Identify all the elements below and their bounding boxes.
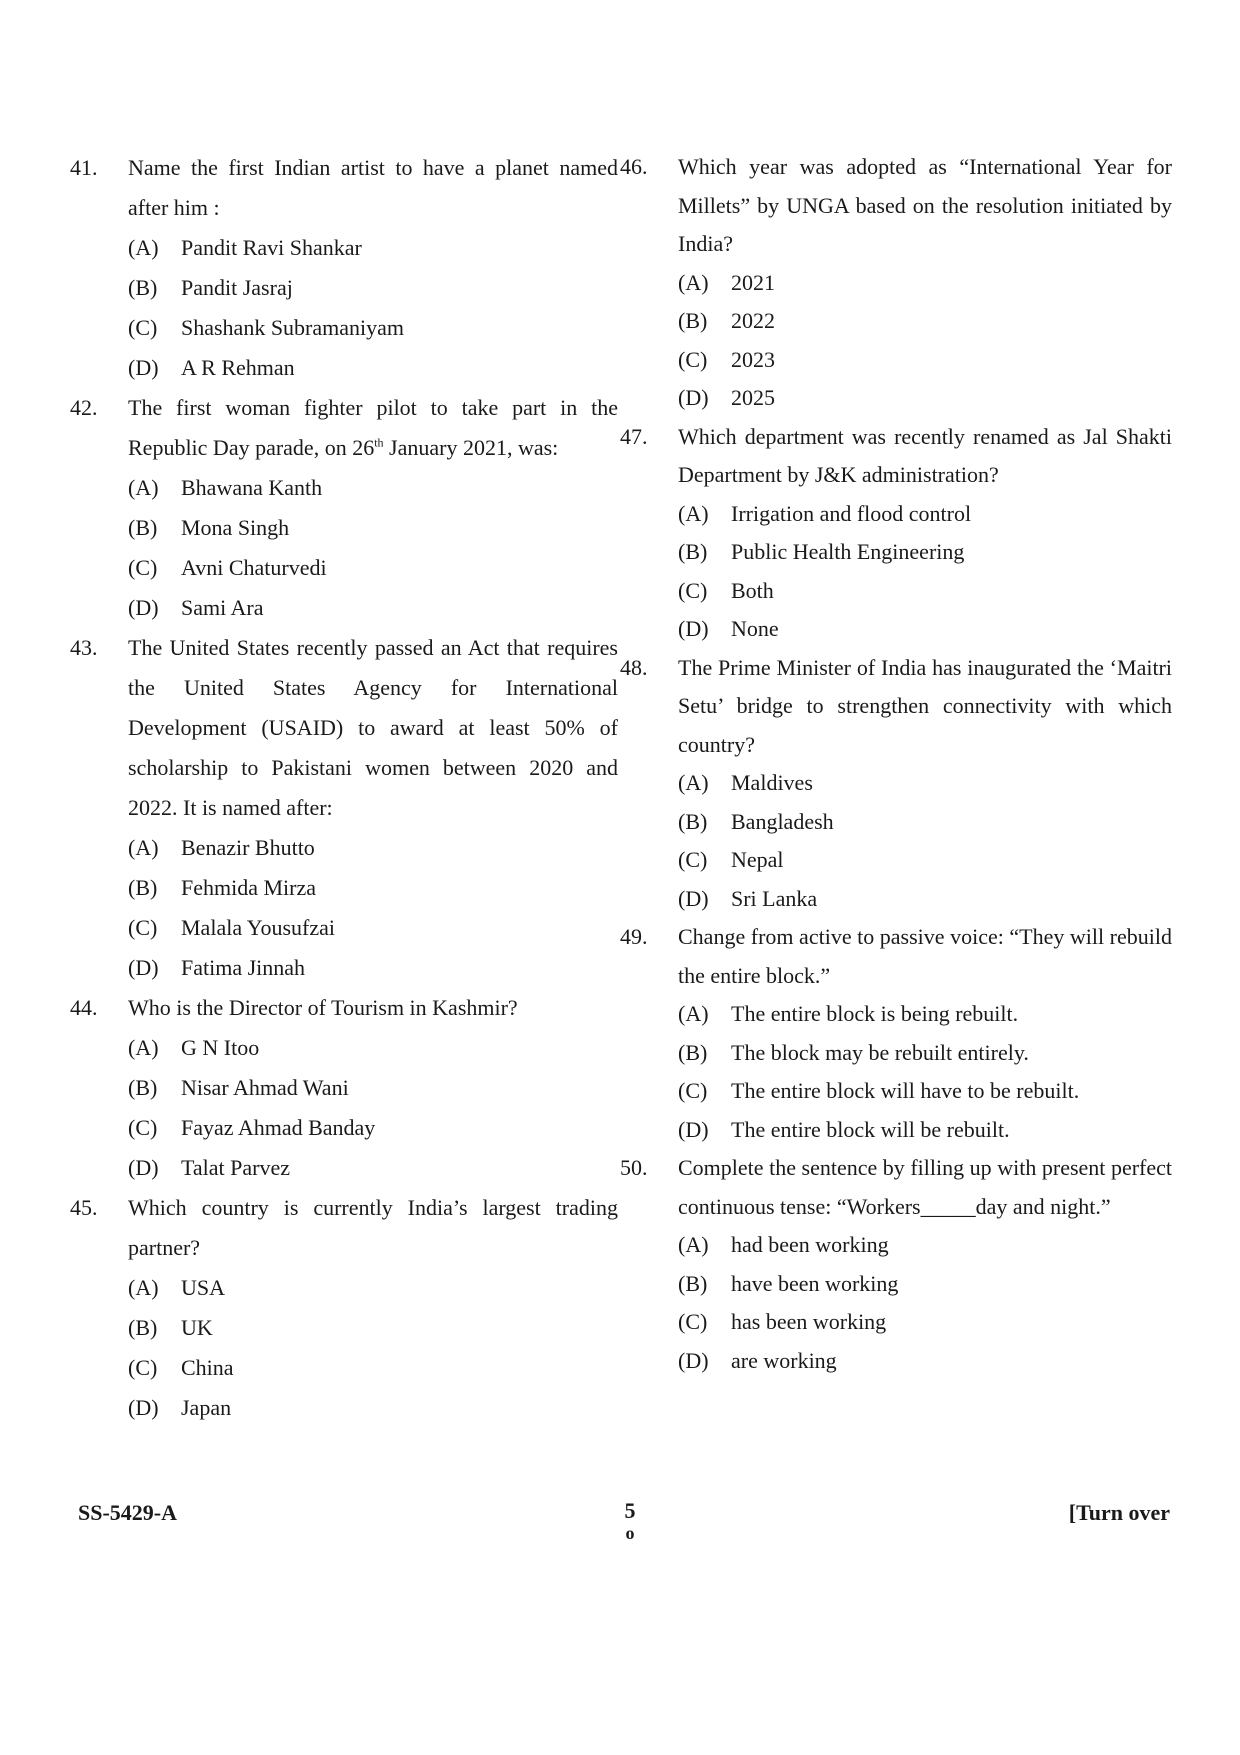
question-46 [620, 148, 1172, 418]
question-number: 49. [620, 924, 648, 949]
option-letter: (D) [678, 616, 709, 641]
option-letter: (B) [128, 1315, 158, 1340]
option-a [70, 468, 618, 508]
option-text: had been working [731, 1232, 889, 1257]
option-text: The block may be rebuilt entirely. [731, 1039, 1029, 1065]
option-d [620, 1111, 1172, 1150]
question-number: 45. [70, 1195, 98, 1220]
option-letter: (D) [678, 1347, 709, 1373]
option-letter: (A) [128, 475, 159, 500]
option-b [620, 1034, 1172, 1073]
question-text: Which country is currently India’s largest trading partner? [128, 1195, 618, 1260]
turn-over-label: [Turn over [1068, 1500, 1170, 1525]
option-c [70, 1348, 618, 1388]
option-c [70, 548, 618, 588]
option-c [70, 1108, 618, 1148]
option-letter: (C) [678, 847, 708, 872]
option-text: Shashank Subramaniyam [181, 315, 405, 340]
option-text: Pandit Ravi Shankar [181, 235, 362, 260]
question-text: Which department was recently renamed as Jal Shakti Department by J&K administration? [678, 423, 1172, 487]
option-d [70, 1148, 618, 1188]
option-b [70, 1068, 618, 1108]
option-letter: (A) [128, 235, 159, 260]
question-50 [620, 1149, 1172, 1380]
question-text: The Prime Minister of India has inaugurated the ‘Maitri Setu’ bridge to strengthen connectivity with which country? [678, 654, 1172, 757]
option-letter: (B) [128, 875, 158, 900]
option-letter: (C) [128, 315, 158, 340]
option-a [620, 1226, 1172, 1265]
option-c [70, 308, 618, 348]
option-text: are working [731, 1347, 837, 1373]
option-d [70, 948, 618, 988]
option-b [620, 1265, 1172, 1304]
option-a [620, 995, 1172, 1034]
option-text: Bangladesh [731, 808, 834, 834]
question-text: Change from active to passive voice: “They will rebuild the entire block.” [678, 924, 1172, 988]
question-number: 48. [620, 654, 648, 680]
option-text: Talat Parvez [181, 1155, 291, 1180]
option-letter: (A) [678, 500, 709, 526]
question-text: Name the first Indian artist to have a planet named after him : [128, 155, 618, 220]
option-letter: (C) [678, 1078, 708, 1103]
question-41 [70, 148, 618, 388]
option-letter: (D) [678, 885, 709, 911]
option-letter: (D) [128, 1395, 159, 1420]
question-48 [620, 649, 1172, 919]
option-text: A R Rehman [181, 355, 295, 380]
page-footer [70, 1498, 1170, 1543]
option-letter: (D) [678, 385, 709, 410]
option-text: The entire block will have to be rebuilt. [731, 1078, 1080, 1103]
option-letter: (B) [678, 308, 708, 333]
question-number: 47. [620, 423, 648, 449]
option-letter: (D) [128, 1155, 159, 1180]
option-letter: (D) [128, 355, 159, 380]
option-c [620, 841, 1172, 880]
option-letter: (A) [678, 269, 709, 295]
question-number: 41. [70, 155, 98, 180]
option-b [70, 1308, 618, 1348]
option-d [70, 1388, 618, 1428]
option-text: Benazir Bhutto [181, 835, 315, 860]
option-letter: (D) [128, 595, 159, 620]
option-letter: (D) [678, 1116, 709, 1142]
option-text: UK [181, 1315, 213, 1340]
option-text: Both [731, 577, 774, 603]
question-44 [70, 988, 618, 1188]
option-letter: (D) [128, 955, 159, 980]
question-number: 50. [620, 1155, 648, 1180]
option-text: Mona Singh [181, 515, 290, 540]
option-letter: (C) [128, 1115, 158, 1140]
option-text: The entire block is being rebuilt. [731, 1001, 1019, 1026]
ordinal-suffix: th [374, 435, 384, 450]
option-letter: (A) [678, 1232, 709, 1257]
option-text: Sri Lanka [731, 885, 818, 911]
question-text: Complete the sentence by filling up with present perfect continuous tense: “Workers_____day and night.” [678, 1155, 1172, 1219]
left-column [70, 148, 618, 1428]
option-a [620, 764, 1172, 803]
option-text: 2022 [731, 308, 775, 333]
option-letter: (C) [128, 555, 158, 580]
option-text: USA [181, 1275, 226, 1300]
paper-code: SS-5429-A [78, 1500, 178, 1525]
option-b [70, 508, 618, 548]
option-a [620, 264, 1172, 303]
option-text: Pandit Jasraj [181, 275, 293, 300]
option-letter: (A) [678, 1001, 709, 1026]
option-text: Irrigation and flood control [731, 500, 972, 526]
question-text: Who is the Director of Tourism in Kashmir? [128, 995, 518, 1020]
option-b [620, 533, 1172, 572]
option-text: Avni Chaturvedi [181, 555, 327, 580]
page-number: 5 [624, 1498, 636, 1523]
right-column [620, 148, 1172, 1380]
option-letter: (A) [128, 1035, 159, 1060]
question-49 [620, 918, 1172, 1149]
option-text: Malala Yousufzai [181, 915, 335, 940]
question-42 [70, 388, 618, 628]
option-a [70, 828, 618, 868]
option-c [620, 1072, 1172, 1111]
option-letter: (C) [678, 1309, 708, 1334]
question-number: 46. [620, 154, 648, 179]
option-text: 2023 [731, 346, 775, 372]
option-text: 2021 [731, 269, 775, 295]
option-d [620, 880, 1172, 919]
option-text: has been working [731, 1309, 887, 1334]
option-d [620, 379, 1172, 418]
option-text: Fayaz Ahmad Banday [181, 1115, 376, 1140]
option-c [620, 572, 1172, 611]
option-letter: (B) [678, 1039, 708, 1065]
option-letter: (C) [678, 346, 708, 372]
option-text: China [181, 1355, 234, 1380]
option-d [620, 610, 1172, 649]
question-45 [70, 1188, 618, 1428]
option-a [620, 495, 1172, 534]
option-text: Fehmida Mirza [181, 875, 317, 900]
option-text: Nisar Ahmad Wani [181, 1075, 349, 1100]
option-letter: (C) [128, 1355, 158, 1380]
option-b [70, 268, 618, 308]
option-text: Bhawana Kanth [181, 475, 323, 500]
option-text: The entire block will be rebuilt. [731, 1116, 1010, 1142]
question-text-part: The first woman fighter pilot to take part in the Republic Day parade, on 26 [128, 395, 618, 460]
option-letter: (B) [678, 808, 708, 834]
option-text: Public Health Engineering [731, 539, 965, 564]
option-b [70, 868, 618, 908]
question-47 [620, 418, 1172, 649]
option-c [620, 1303, 1172, 1342]
question-text: The United States recently passed an Act that requires the United States Agency for International Development (USAID) to award at least 50% of scholarship to Pakistani women between 2020 and 2022. It is named after: [128, 635, 618, 820]
question-number: 44. [70, 995, 98, 1020]
option-text: 2025 [731, 385, 775, 410]
question-43 [70, 628, 618, 988]
option-letter: (A) [678, 770, 709, 795]
option-text: Japan [181, 1395, 232, 1420]
option-text: Fatima Jinnah [181, 955, 306, 980]
option-letter: (C) [678, 577, 708, 603]
option-text: None [731, 616, 779, 641]
option-d [70, 588, 618, 628]
option-text: Nepal [731, 847, 784, 872]
option-letter: (A) [128, 835, 159, 860]
option-letter: (B) [128, 515, 158, 540]
option-b [620, 302, 1172, 341]
question-number: 43. [70, 635, 98, 660]
option-a [70, 1268, 618, 1308]
page-mark: o [625, 1523, 635, 1543]
question-number: 42. [70, 395, 98, 420]
option-letter: (A) [128, 1275, 159, 1300]
question-text: Which year was adopted as “International Year for Millets” by UNGA based on the resolution initiated by India? [678, 154, 1172, 256]
option-letter: (C) [128, 915, 158, 940]
option-text: have been working [731, 1270, 899, 1296]
option-text: Maldives [731, 770, 813, 795]
option-b [620, 803, 1172, 842]
option-c [70, 908, 618, 948]
option-d [620, 1342, 1172, 1381]
option-a [70, 1028, 618, 1068]
option-text: Sami Ara [181, 595, 264, 620]
question-text-part: January 2021, was: [383, 435, 559, 460]
option-letter: (B) [128, 275, 158, 300]
option-text: G N Itoo [181, 1035, 260, 1060]
option-letter: (B) [678, 539, 708, 564]
question-text [128, 388, 618, 468]
option-c [620, 341, 1172, 380]
page-number-block [610, 1500, 650, 1544]
option-letter: (B) [128, 1075, 158, 1100]
option-d [70, 348, 618, 388]
option-a [70, 228, 618, 268]
option-letter: (B) [678, 1270, 708, 1296]
